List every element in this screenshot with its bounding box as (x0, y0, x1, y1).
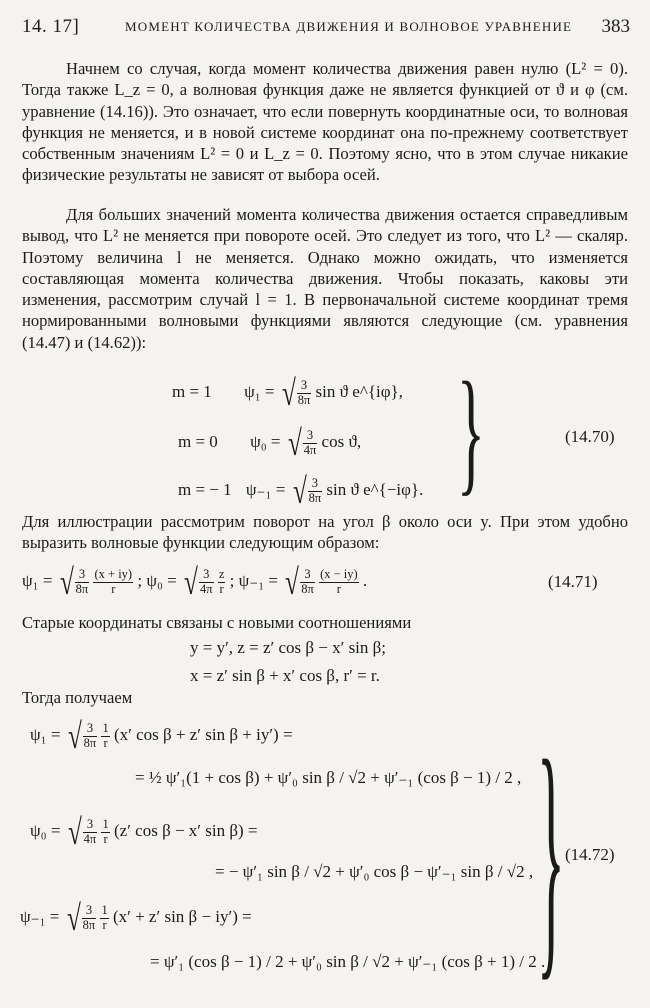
fraction: $\frac{1}{r}$ (102, 720, 109, 750)
expansion-line: = − ψ′₁ sin β / √2 + ψ′₀ cos β − ψ′₋₁ sin β / √2 , (215, 862, 534, 881)
fraction: $\frac{3}{8\pi}$ (82, 902, 96, 932)
sqrt-icon: √ (281, 373, 296, 413)
psi-label: ψ₋₁ = (245, 480, 286, 500)
psi-label: ψ₀ = (30, 821, 61, 841)
paragraph-zero-momentum: Начнем со случая, когда момент количества движения равен нулю (L² = 0). Тогда также L_z = 0, а волновая функция даже не является функцией от ϑ и φ (см. уравнение (14.16)). Это означает, что если повернуть координатные оси, то волновая функция не меняется, и в новой системе координат она по-прежнему соответствует собственным значениям L² = 0 и L_z = 0. Поэтому ясно, что в этом случае никакие физические результаты не зависят от выбора осей. (22, 59, 628, 185)
equation-number: (14.70) (565, 427, 615, 446)
fraction: $\frac{3}{8\pi}$ (75, 566, 89, 596)
page-number: 383 (601, 16, 630, 37)
coordinate-relation-2: x = z′ sin β + x′ cos β, r′ = r. (190, 666, 380, 685)
fraction: $\frac{z}{r}$ (218, 566, 225, 596)
expression: (z′ cos β − x′ sin β) = (113, 821, 258, 841)
psi-label: ψ₁ = (244, 382, 275, 402)
equation-14-71 (22, 562, 368, 602)
sqrt-icon: √ (183, 562, 198, 602)
fraction: $\frac{3}{4\pi}$ (83, 816, 97, 846)
psi-label: ψ₁ = (30, 725, 61, 745)
sqrt-icon: √ (59, 562, 74, 602)
expansion-line: = ½ ψ′₁(1 + cos β) + ψ′₀ sin β / √2 + ψ′₋₁ (cos β − 1) / 2 , (135, 768, 522, 787)
fraction: $\frac{1}{r}$ (101, 902, 108, 932)
fraction: $\frac{1}{r}$ (102, 816, 109, 846)
equation-number: (14.71) (548, 572, 598, 591)
fraction: $\frac{3}{4\pi}$ (303, 427, 317, 457)
fraction: $\frac{(x + iy)}{r}$ (94, 566, 133, 596)
fraction: $\frac{3}{4\pi}$ (200, 566, 213, 596)
expression: (x′ cos β + z′ sin β + iy′) = (113, 725, 293, 745)
coordinate-relation-1: y = y′, z = z′ cos β − x′ sin β; (190, 638, 387, 657)
section-number: 14. 17] (22, 16, 80, 37)
right-brace-icon: } (457, 352, 485, 509)
fraction: $\frac{(x - iy)}{r}$ (320, 566, 358, 596)
fraction: $\frac{3}{8\pi}$ (308, 475, 322, 505)
sqrt-icon: √ (292, 471, 307, 511)
equation-number: (14.72) (565, 845, 615, 864)
paragraph-then: Тогда получаем (22, 688, 133, 707)
paragraph-rotation: Для иллюстрации рассмотрим поворот на угол β около оси y. При этом удобно выразить волновые функции следующим образом: (22, 512, 628, 553)
sqrt-icon: √ (285, 562, 300, 602)
equation-line (20, 898, 252, 938)
running-header (22, 16, 630, 38)
sqrt-icon: √ (67, 716, 82, 756)
sqrt-icon: √ (287, 423, 302, 463)
tail: sin ϑ e^{−iφ}. (326, 480, 424, 500)
equation-line (30, 716, 293, 756)
m-value: m = 1 (172, 382, 212, 402)
expansion-line: = ψ′₁ (cos β − 1) / 2 + ψ′₀ sin β / √2 + ψ′₋₁ (cos β + 1) / 2 . (150, 952, 546, 971)
fraction: $\frac{3}{8\pi}$ (301, 566, 314, 596)
tail: cos ϑ, (321, 432, 362, 452)
psi-label: ; ψ₋₁ = (229, 571, 278, 591)
fraction: $\frac{3}{8\pi}$ (297, 377, 311, 407)
equation-line (30, 812, 258, 852)
fraction: $\frac{3}{8\pi}$ (83, 720, 97, 750)
paragraph-larger-momentum: Для больших значений момента количества движения остается справедливым вывод, что L² не меняется при повороте осей. Это следует из того, что L² — скаляр. Поэтому величина l не меняется. Однако можно ожидать, что изменяется составляющая момента количества движения. Чтобы показать, каковы эти изменения, рассмотрим случай l = 1. В первоначальной системе координат тремя нормированными волновыми функциями являются следующие (см. уравнения (14.47) и (14.62)): (22, 205, 628, 352)
sqrt-icon: √ (66, 898, 81, 938)
right-brace-icon: } (537, 704, 565, 1004)
tail: sin ϑ e^{iφ}, (315, 382, 403, 402)
expression: (x′ + z′ sin β − iy′) = (112, 907, 252, 927)
m-value: m = 0 (178, 432, 218, 452)
m-value: m = − 1 (178, 480, 232, 500)
sqrt-icon: √ (67, 812, 82, 852)
psi-label: ψ₀ = (250, 432, 281, 452)
psi-label: ψ₋₁ = (20, 907, 60, 927)
period: . (362, 571, 368, 591)
running-title: МОМЕНТ КОЛИЧЕСТВА ДВИЖЕНИЯ И ВОЛНОВОЕ УРАВНЕНИЕ (125, 19, 573, 34)
paragraph-old-coordinates: Старые координаты связаны с новыми соотношениями (22, 613, 412, 632)
psi-label: ; ψ₀ = (137, 571, 177, 591)
psi-label: ψ₁ = (22, 571, 53, 591)
